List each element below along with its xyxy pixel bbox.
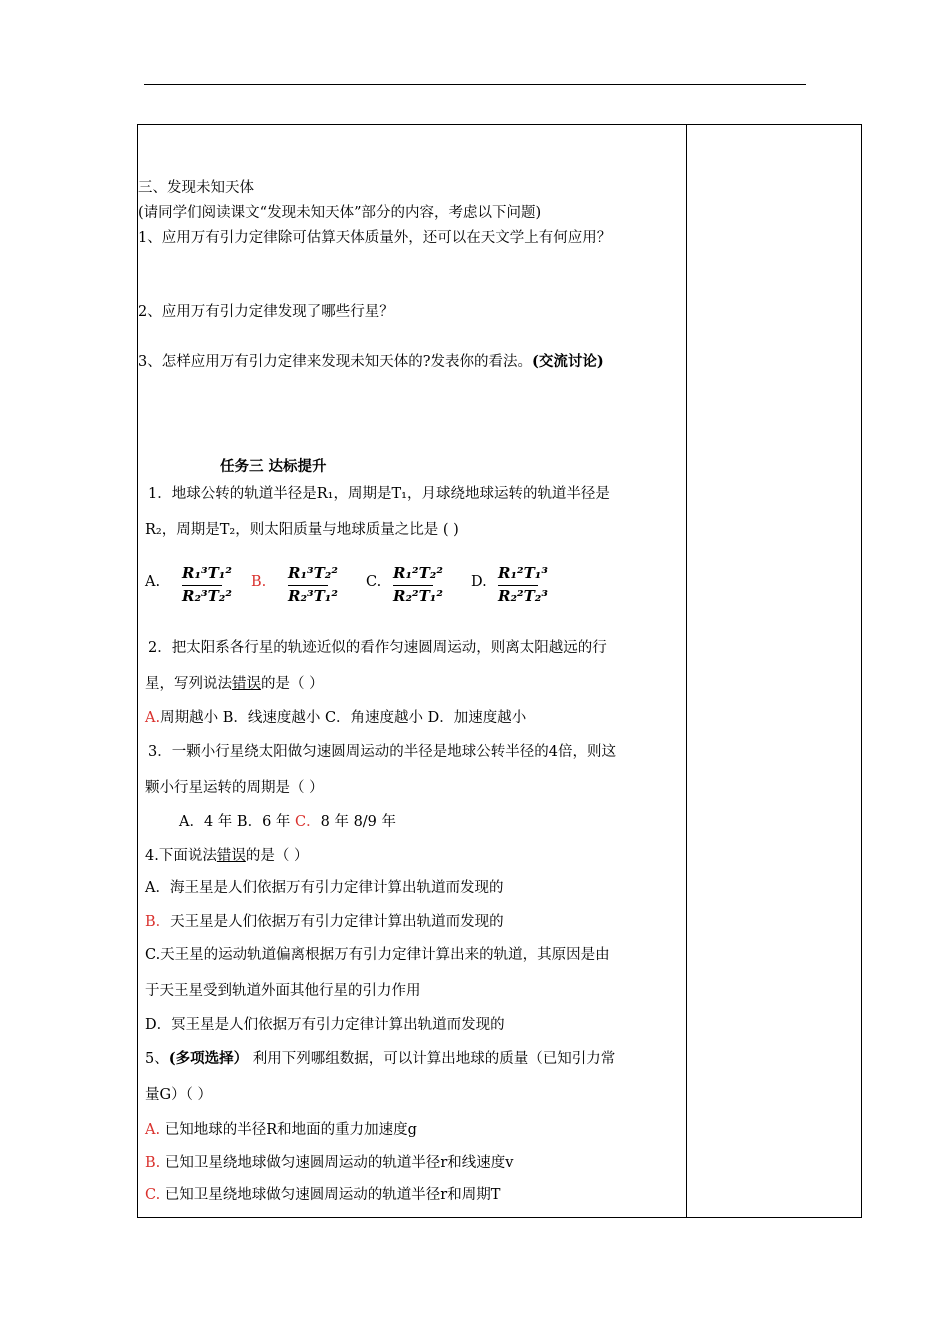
q3-discussion-tag: (交流讨论) [532, 353, 604, 370]
problem3-line2: 颗小行星运转的周期是（ ） [145, 780, 324, 796]
p3-option-c-label: C． [295, 814, 321, 830]
p1-d-numerator: R₁²T₁³ [498, 564, 548, 582]
p2-text-underlined: 错误 [232, 676, 261, 692]
q3-text: 3、怎样应用万有引力定律来发现未知天体的?发表你的看法。 [138, 354, 532, 370]
problem4-option-c-line1: C.天王星的运动轨道偏离根据万有引力定律计算出来的轨道，其原因是由 [145, 947, 610, 963]
p2-option-a-label: A. [145, 710, 161, 726]
p1-option-c-fraction [393, 564, 443, 605]
section3-question-3 [138, 353, 604, 371]
p2-options-text: 周期越小 B．线速度越小 C．角速度越小 D．加速度越小 [160, 710, 527, 726]
p4-option-b-label: B． [145, 914, 171, 930]
p5-option-b-label: B. [145, 1155, 161, 1171]
problem3-options [179, 813, 396, 831]
p4-option-b-text: 天王星是人们依据万有引力定律计算出轨道而发现的 [170, 914, 504, 930]
section3-title: 三、发现未知天体 [138, 180, 254, 196]
problem1-line2: R₂，周期是T₂，则太阳质量与地球质量之比是 ( ) [145, 522, 459, 538]
p5-multi-choice-tag: (多项选择） [168, 1050, 249, 1067]
p1-b-numerator: R₁³T₂² [288, 564, 338, 582]
p5-option-a-label: A. [145, 1122, 161, 1138]
problem4-option-a: A．海王星是人们依据万有引力定律计算出轨道而发现的 [145, 880, 504, 896]
problem1-line1: 1．地球公转的轨道半径是R₁，周期是T₁，月球绕地球运转的轨道半径是 [148, 486, 610, 502]
task3-title: 任务三 达标提升 [220, 458, 327, 475]
p1-option-d-fraction [498, 564, 548, 605]
p2-text-pre: 星，写列说法 [145, 676, 232, 692]
section3-question-1: 1、应用万有引力定律除可估算天体质量外，还可以在天文学上有何应用？ [138, 230, 612, 246]
problem5-option-b [145, 1154, 514, 1172]
problem2-options [145, 709, 526, 727]
p1-c-denominator: R₂²T₁² [393, 587, 443, 605]
p1-option-a-fraction [182, 564, 232, 605]
p1-a-denominator: R₂³T₂² [182, 587, 232, 605]
problem4-option-b [145, 913, 504, 931]
problem5-line1 [145, 1050, 615, 1068]
section3-instruction: (请同学们阅读课文“发现未知天体”部分的内容，考虑以下问题) [138, 205, 542, 221]
p4-text-pre: 4.下面说法 [145, 848, 217, 864]
p1-option-a-label: A. [145, 574, 161, 590]
problem4-option-c-line2: 于天王星受到轨道外面其他行星的引力作用 [145, 983, 421, 999]
p5-option-a-text: 已知地球的半径R和地面的重力加速度g [160, 1122, 417, 1138]
p4-text-underlined: 错误 [216, 848, 246, 864]
notes-column-divider [686, 124, 687, 1218]
p1-d-denominator: R₂²T₂³ [498, 587, 548, 605]
problem5-option-a [145, 1121, 417, 1139]
p5-number: 5、 [145, 1051, 169, 1067]
p3-options-pre: A．4 年 B．6 年 [179, 814, 291, 830]
p4-text-post: 的是（ ） [245, 848, 309, 864]
problem5-line2: 量G）（ ） [145, 1087, 212, 1103]
problem5-option-c [145, 1186, 500, 1204]
problem2-line1: 2．把太阳系各行星的轨迹近似的看作匀速圆周运动，则离太阳越远的行 [148, 640, 607, 656]
p1-b-denominator: R₂³T₁² [288, 587, 338, 605]
p3-options-post: 8 年 8/9 年 [320, 814, 397, 830]
p1-option-b-label: B. [251, 574, 267, 590]
p2-text-post: 的是（ ） [261, 676, 324, 692]
p5-option-b-text: 已知卫星绕地球做匀速圆周运动的轨道半径r和线速度v [160, 1155, 514, 1171]
p5-stem-text: 利用下列哪组数据，可以计算出地球的质量（已知引力常 [248, 1051, 616, 1067]
p1-option-d-label: D. [471, 574, 487, 590]
p1-option-b-fraction [288, 564, 338, 605]
problem4-option-d: D．冥王星是人们依据万有引力定律计算出轨道而发现的 [145, 1017, 505, 1033]
p5-option-c-text: 已知卫星绕地球做匀速圆周运动的轨道半径r和周期T [160, 1187, 501, 1203]
p5-option-c-label: C. [145, 1187, 161, 1203]
problem2-line2 [145, 675, 324, 693]
p1-a-numerator: R₁³T₁² [182, 564, 232, 582]
p1-option-c-label: C. [366, 574, 382, 590]
problem4-stem [145, 847, 308, 865]
p1-c-numerator: R₁²T₂² [393, 564, 443, 582]
section3-question-2: 2、应用万有引力定律发现了哪些行星？ [138, 304, 394, 320]
header-rule [144, 84, 806, 85]
problem3-line1: 3．一颗小行星绕太阳做匀速圆周运动的半径是地球公转半径的4倍，则这 [148, 744, 616, 760]
